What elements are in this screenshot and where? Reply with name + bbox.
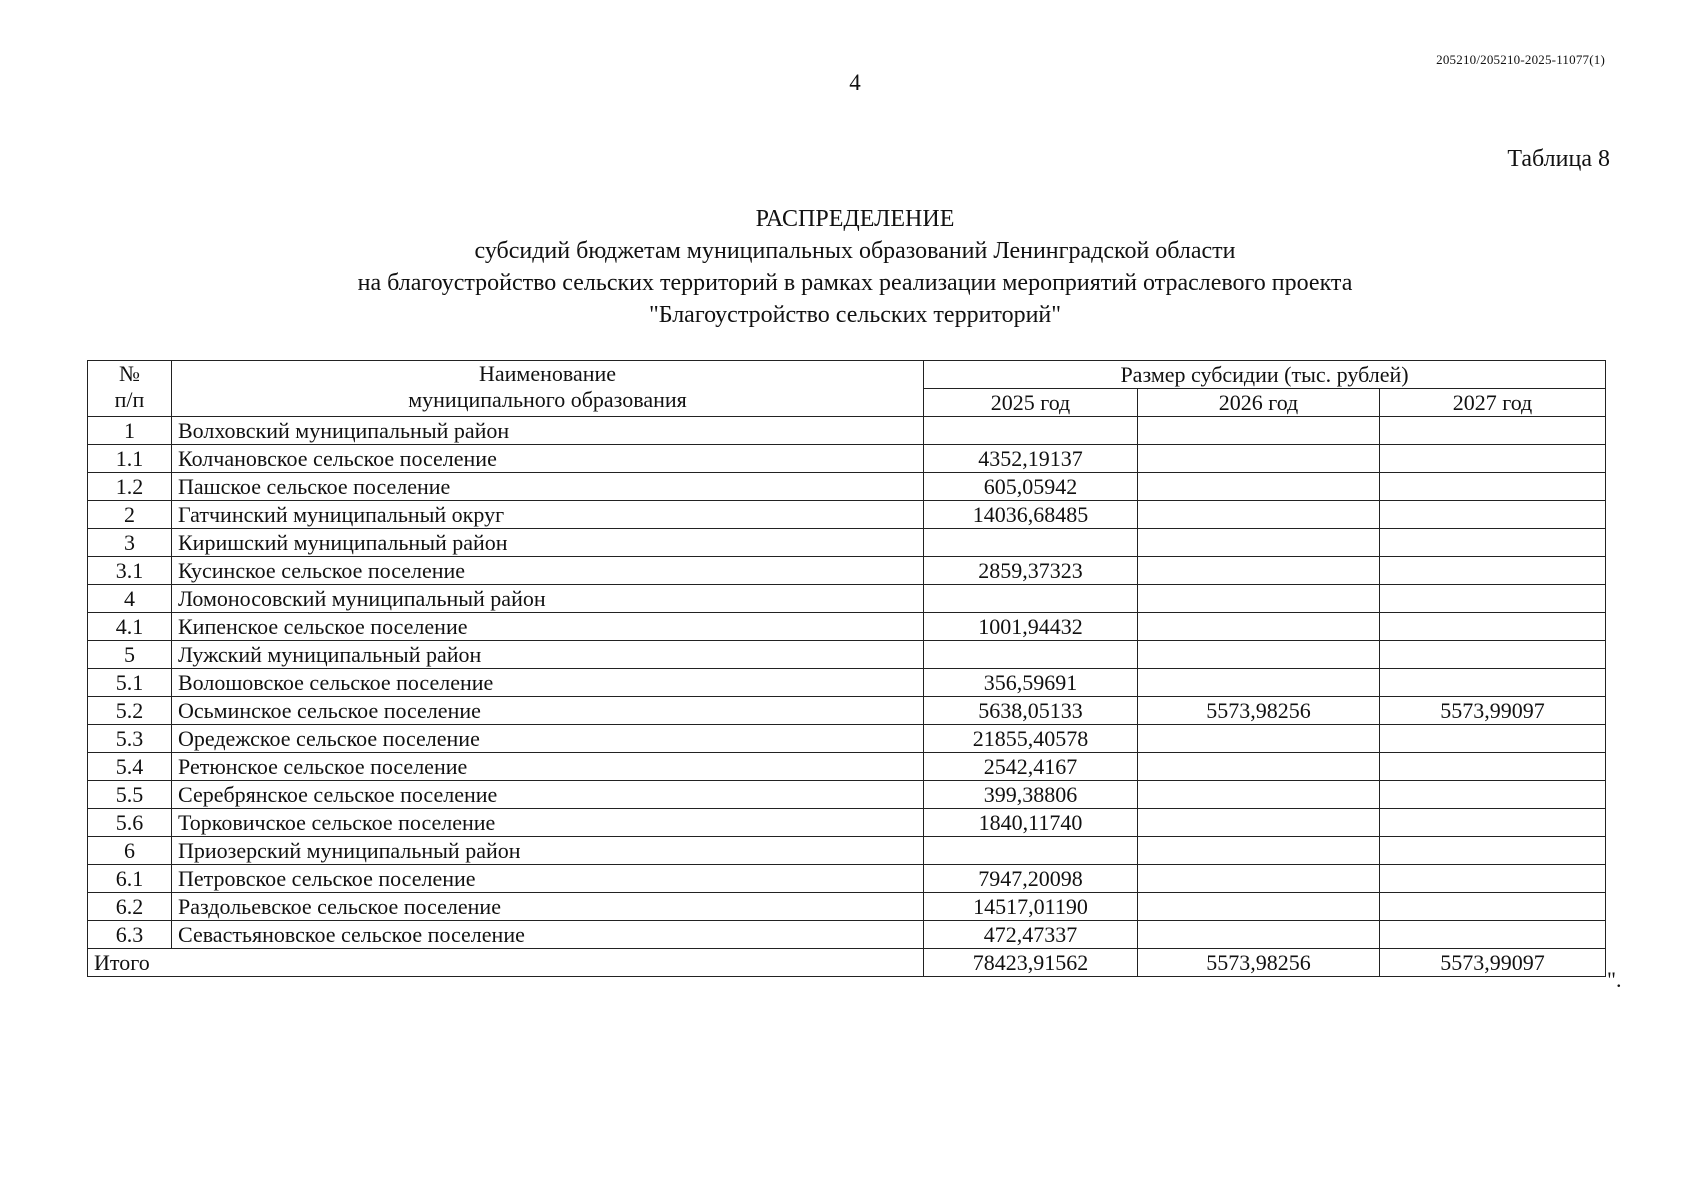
cell-number: 5.2 bbox=[88, 697, 172, 725]
table-row bbox=[88, 809, 1606, 837]
heading-line-3: на благоустройство сельских территорий в рамках реализации мероприятий отраслевого проекта bbox=[357, 270, 1353, 296]
header-year-2026: 2026 год bbox=[1138, 389, 1380, 417]
total-row bbox=[88, 949, 1606, 977]
cell-municipality: Ломоносовский муниципальный район bbox=[172, 585, 924, 613]
cell-2025 bbox=[924, 837, 1138, 865]
cell-2026 bbox=[1138, 781, 1380, 809]
total-2026: 5573,98256 bbox=[1138, 949, 1380, 977]
cell-2025: 14517,01190 bbox=[924, 893, 1138, 921]
cell-2027 bbox=[1380, 893, 1606, 921]
cell-2026 bbox=[1138, 865, 1380, 893]
cell-2025 bbox=[924, 417, 1138, 445]
cell-2025: 21855,40578 bbox=[924, 725, 1138, 753]
table-row bbox=[88, 865, 1606, 893]
cell-number: 5.3 bbox=[88, 725, 172, 753]
heading-line-2: субсидий бюджетам муниципальных образований Ленинградской области bbox=[474, 238, 1236, 264]
cell-municipality: Приозерский муниципальный район bbox=[172, 837, 924, 865]
cell-2026 bbox=[1138, 921, 1380, 949]
cell-2026 bbox=[1138, 809, 1380, 837]
cell-2027 bbox=[1380, 473, 1606, 501]
table-row bbox=[88, 417, 1606, 445]
cell-2027 bbox=[1380, 501, 1606, 529]
cell-2026 bbox=[1138, 669, 1380, 697]
cell-2026 bbox=[1138, 725, 1380, 753]
cell-municipality: Ретюнское сельское поселение bbox=[172, 753, 924, 781]
cell-number: 5 bbox=[88, 641, 172, 669]
table-row bbox=[88, 501, 1606, 529]
closing-quote-mark: ". bbox=[1607, 967, 1622, 992]
cell-2026 bbox=[1138, 417, 1380, 445]
table-row bbox=[88, 529, 1606, 557]
cell-2025: 1840,11740 bbox=[924, 809, 1138, 837]
cell-2026 bbox=[1138, 585, 1380, 613]
table-row bbox=[88, 557, 1606, 585]
cell-number: 1.1 bbox=[88, 445, 172, 473]
table-row bbox=[88, 473, 1606, 501]
cell-2025: 399,38806 bbox=[924, 781, 1138, 809]
cell-number: 4.1 bbox=[88, 613, 172, 641]
table-row bbox=[88, 725, 1606, 753]
document-id: 205210/205210-2025-11077(1) bbox=[1436, 52, 1605, 67]
heading-line-1: РАСПРЕДЕЛЕНИЕ bbox=[755, 206, 955, 232]
cell-2025: 5638,05133 bbox=[924, 697, 1138, 725]
total-label: Итого bbox=[88, 949, 924, 977]
cell-2025: 472,47337 bbox=[924, 921, 1138, 949]
cell-number: 1 bbox=[88, 417, 172, 445]
header-name bbox=[172, 361, 924, 417]
cell-2027 bbox=[1380, 613, 1606, 641]
cell-2026 bbox=[1138, 753, 1380, 781]
cell-number: 6.3 bbox=[88, 921, 172, 949]
table-row bbox=[88, 837, 1606, 865]
heading-line-4: "Благоустройство сельских территорий" bbox=[648, 302, 1062, 328]
subsidy-table bbox=[87, 360, 1606, 977]
cell-municipality: Кусинское сельское поселение bbox=[172, 557, 924, 585]
total-2025: 78423,91562 bbox=[924, 949, 1138, 977]
cell-number: 6 bbox=[88, 837, 172, 865]
table-row bbox=[88, 893, 1606, 921]
cell-number: 6.2 bbox=[88, 893, 172, 921]
cell-municipality: Волховский муниципальный район bbox=[172, 417, 924, 445]
cell-2026 bbox=[1138, 445, 1380, 473]
cell-2027 bbox=[1380, 641, 1606, 669]
cell-2027 bbox=[1380, 725, 1606, 753]
cell-2027 bbox=[1380, 837, 1606, 865]
cell-2025 bbox=[924, 529, 1138, 557]
cell-municipality: Осьминское сельское поселение bbox=[172, 697, 924, 725]
cell-number: 2 bbox=[88, 501, 172, 529]
cell-number: 5.1 bbox=[88, 669, 172, 697]
cell-municipality: Торковичское сельское поселение bbox=[172, 809, 924, 837]
cell-2025: 605,05942 bbox=[924, 473, 1138, 501]
cell-2027 bbox=[1380, 417, 1606, 445]
cell-2027 bbox=[1380, 753, 1606, 781]
cell-2026 bbox=[1138, 473, 1380, 501]
cell-number: 3.1 bbox=[88, 557, 172, 585]
header-name-line-1: Наименование bbox=[478, 361, 617, 386]
cell-municipality: Волошовское сельское поселение bbox=[172, 669, 924, 697]
cell-2025: 7947,20098 bbox=[924, 865, 1138, 893]
total-2027: 5573,99097 bbox=[1380, 949, 1606, 977]
header-number-line-1: № bbox=[119, 361, 140, 386]
cell-number: 1.2 bbox=[88, 473, 172, 501]
cell-municipality: Киришский муниципальный район bbox=[172, 529, 924, 557]
cell-2026 bbox=[1138, 557, 1380, 585]
cell-municipality: Серебрянское сельское поселение bbox=[172, 781, 924, 809]
cell-2027 bbox=[1380, 809, 1606, 837]
cell-2026 bbox=[1138, 613, 1380, 641]
cell-2027: 5573,99097 bbox=[1380, 697, 1606, 725]
page-number: 4 bbox=[849, 70, 861, 95]
table-row bbox=[88, 697, 1606, 725]
cell-municipality: Пашское сельское поселение bbox=[172, 473, 924, 501]
cell-2026 bbox=[1138, 529, 1380, 557]
cell-2027 bbox=[1380, 557, 1606, 585]
cell-2027 bbox=[1380, 585, 1606, 613]
cell-2027 bbox=[1380, 445, 1606, 473]
cell-2025 bbox=[924, 641, 1138, 669]
table-row bbox=[88, 781, 1606, 809]
header-subsidy: Размер субсидии (тыс. рублей) bbox=[924, 361, 1606, 389]
cell-2025: 2859,37323 bbox=[924, 557, 1138, 585]
cell-2026 bbox=[1138, 501, 1380, 529]
cell-municipality: Петровское сельское поселение bbox=[172, 865, 924, 893]
cell-2025 bbox=[924, 585, 1138, 613]
cell-2026 bbox=[1138, 837, 1380, 865]
cell-municipality: Кипенское сельское поселение bbox=[172, 613, 924, 641]
cell-number: 5.5 bbox=[88, 781, 172, 809]
cell-2027 bbox=[1380, 529, 1606, 557]
cell-2025: 14036,68485 bbox=[924, 501, 1138, 529]
cell-municipality: Гатчинский муниципальный округ bbox=[172, 501, 924, 529]
cell-municipality: Севастьяновское сельское поселение bbox=[172, 921, 924, 949]
table-row bbox=[88, 921, 1606, 949]
cell-2027 bbox=[1380, 669, 1606, 697]
cell-2027 bbox=[1380, 921, 1606, 949]
cell-2025: 356,59691 bbox=[924, 669, 1138, 697]
header-name-line-2: муниципального образования bbox=[408, 387, 687, 412]
cell-2026 bbox=[1138, 893, 1380, 921]
cell-number: 4 bbox=[88, 585, 172, 613]
cell-2026 bbox=[1138, 641, 1380, 669]
table-row bbox=[88, 641, 1606, 669]
cell-municipality: Колчановское сельское поселение bbox=[172, 445, 924, 473]
header-year-2025: 2025 год bbox=[924, 389, 1138, 417]
table-row bbox=[88, 669, 1606, 697]
cell-municipality: Оредежское сельское поселение bbox=[172, 725, 924, 753]
header-number-line-2: п/п bbox=[114, 387, 145, 412]
cell-municipality: Лужский муниципальный район bbox=[172, 641, 924, 669]
table-row bbox=[88, 585, 1606, 613]
cell-2027 bbox=[1380, 865, 1606, 893]
table-row bbox=[88, 445, 1606, 473]
header-year-2027: 2027 год bbox=[1380, 389, 1606, 417]
cell-number: 5.4 bbox=[88, 753, 172, 781]
cell-municipality: Раздольевское сельское поселение bbox=[172, 893, 924, 921]
document-heading bbox=[0, 203, 1689, 331]
cell-2026: 5573,98256 bbox=[1138, 697, 1380, 725]
cell-number: 6.1 bbox=[88, 865, 172, 893]
cell-2025: 4352,19137 bbox=[924, 445, 1138, 473]
cell-number: 5.6 bbox=[88, 809, 172, 837]
table-row bbox=[88, 613, 1606, 641]
cell-2025: 2542,4167 bbox=[924, 753, 1138, 781]
cell-2027 bbox=[1380, 781, 1606, 809]
table-row bbox=[88, 753, 1606, 781]
header-number bbox=[88, 361, 172, 417]
cell-2025: 1001,94432 bbox=[924, 613, 1138, 641]
table-body bbox=[88, 417, 1606, 949]
table-label: Таблица 8 bbox=[1507, 146, 1610, 172]
cell-number: 3 bbox=[88, 529, 172, 557]
